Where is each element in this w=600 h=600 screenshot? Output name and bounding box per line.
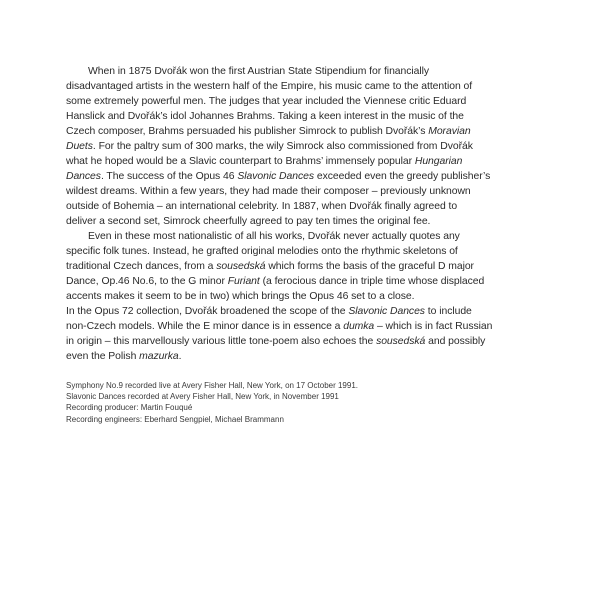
text-segment: In the Opus 72 collection, Dvořák broadened the scope of the	[66, 306, 349, 317]
text-line	[66, 229, 542, 244]
text-line	[66, 199, 542, 214]
text-segment: .	[178, 351, 182, 362]
text-segment: to include	[424, 306, 472, 317]
text-line	[66, 349, 542, 364]
text-segment: – which is in fact Russian	[374, 321, 493, 332]
text-line	[66, 79, 542, 94]
text-segment: in origin – this marvellously various little tone-poem also echoes the	[66, 336, 377, 347]
text-line	[66, 289, 542, 304]
recording-credits	[66, 380, 542, 425]
text-line	[66, 244, 542, 259]
text-segment: wildest dreams. Within a few years, they had made their composer – previously unknown	[66, 186, 471, 197]
text-line	[66, 64, 542, 79]
text-segment: some extremely powerful men. The judges that year included the Viennese critic Eduard	[66, 96, 467, 107]
text-segment: Hanslick and Dvořák’s idol Johannes Brahms. Taking a keen interest in the music of the	[66, 111, 464, 122]
italic-title: dumka	[343, 321, 375, 332]
text-line	[66, 94, 542, 109]
italic-title: sousedská	[376, 336, 426, 347]
text-segment: outside of Bohemia – an international celebrity. In 1887, when Dvořák finally agreed to	[66, 201, 458, 212]
text-segment: exceeded even the greedy publisher’s	[314, 171, 491, 182]
italic-title: Duets	[66, 141, 93, 152]
italic-title: Dances	[66, 171, 101, 182]
text-segment: disadvantaged artists in the western half of the Empire, his music came to the attention of	[66, 81, 473, 92]
text-segment: and possibly	[425, 336, 486, 347]
text-line	[66, 274, 542, 289]
text-line	[66, 169, 542, 184]
text-segment: accents makes it seem to be in two) which brings the Opus 46 set to a close.	[66, 291, 415, 302]
text-segment: (a ferocious dance in triple time whose displaced	[259, 276, 485, 287]
italic-title: Moravian	[428, 126, 471, 137]
liner-notes-text	[66, 64, 542, 364]
text-segment: even the Polish	[66, 351, 140, 362]
text-line	[66, 184, 542, 199]
text-segment: Even in these most nationalistic of all his works, Dvořák never actually quotes any	[88, 231, 460, 242]
credit-line: Recording engineers: Eberhard Sengpiel, Michael Brammann	[66, 414, 284, 424]
text-line	[66, 154, 542, 169]
text-segment: what he hoped would be a Slavic counterpart to Brahms’ immensely popular	[66, 156, 415, 167]
italic-title: sousedská	[216, 261, 266, 272]
italic-title: mazurka	[139, 351, 179, 362]
paragraph-3	[66, 304, 542, 364]
text-segment: which forms the basis of the graceful D major	[265, 261, 474, 272]
text-segment: When in 1875 Dvořák won the first Austrian State Stipendium for financially	[88, 66, 430, 77]
paragraph-2	[66, 229, 542, 304]
text-segment: non-Czech models. While the E minor dance is in essence a	[66, 321, 344, 332]
text-line	[66, 139, 542, 154]
text-line	[66, 259, 542, 274]
text-line	[66, 109, 542, 124]
text-segment: deliver a second set, Simrock cheerfully agreed to pay ten times the original fee.	[66, 216, 431, 227]
text-line	[66, 334, 542, 349]
credit-line: Symphony No.9 recorded live at Avery Fisher Hall, New York, on 17 October 1991.	[66, 381, 359, 390]
text-segment: . The success of the Opus 46	[100, 171, 238, 182]
text-segment: traditional Czech dances, from a	[66, 261, 217, 272]
text-line	[66, 214, 542, 229]
text-segment: . For the paltry sum of 300 marks, the wily Simrock also commissioned from Dvořák	[92, 141, 473, 152]
text-segment: Czech composer, Brahms persuaded his publisher Simrock to publish Dvořák’s	[66, 126, 429, 137]
text-line	[66, 124, 542, 139]
text-segment: specific folk tunes. Instead, he grafted original melodies onto the rhythmic skeletons of	[66, 246, 458, 257]
credit-line: Recording producer: Martin Fouqué	[66, 403, 193, 413]
italic-title: Hungarian	[414, 156, 463, 167]
text-line	[66, 319, 542, 334]
italic-title: Slavonic Dances	[348, 306, 425, 317]
italic-title: Slavonic Dances	[237, 171, 314, 182]
italic-title: Furiant	[227, 276, 260, 287]
text-segment: Dance, Op.46 No.6, to the G minor	[66, 276, 228, 287]
credit-line: Slavonic Dances recorded at Avery Fisher Hall, New York, in November 1991	[66, 392, 339, 402]
paragraph-1	[66, 64, 542, 229]
text-line	[66, 304, 542, 319]
